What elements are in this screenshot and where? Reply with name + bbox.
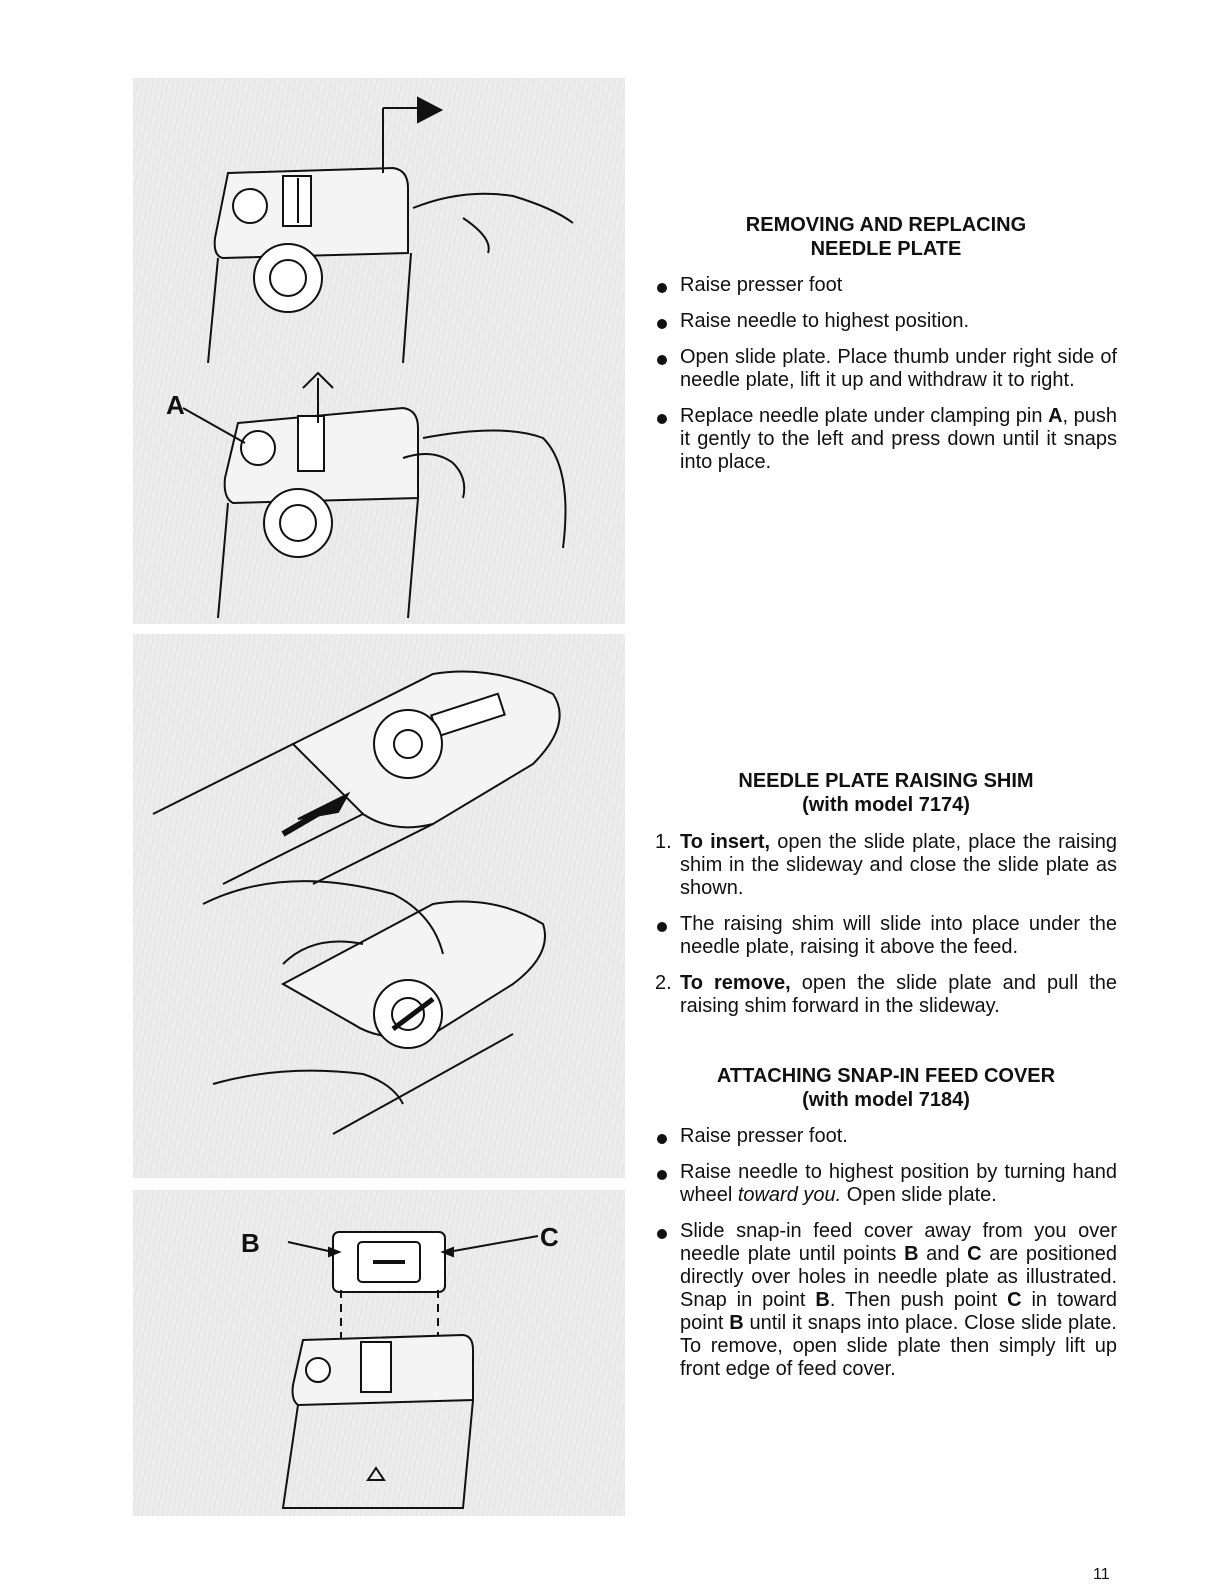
list-item: Raise needle to highest position.	[655, 310, 1117, 333]
section2-steps	[655, 831, 1117, 1018]
list-item: Slide snap-in feed cover away from you over needle plate until points B and C are positioned directly over holes in needle plate as illustrated. Snap in point B. Then push point C in toward point B until it snaps into place. Close slide plate. To remove, open slide plate then simply lift up front edge of feed cover.	[655, 1220, 1117, 1381]
label-b: B	[241, 1228, 260, 1258]
raising-shim-drawing	[133, 634, 625, 1178]
page-number: 11	[1093, 1566, 1110, 1583]
section-raising-shim	[655, 769, 1117, 1018]
label-a: A	[166, 390, 185, 420]
label-c: C	[540, 1222, 559, 1252]
illustration-needle-plate	[133, 78, 625, 624]
list-item: The raising shim will slide into place under the needle plate, raising it above the feed.	[655, 913, 1117, 959]
list-item: 1. To insert, open the slide plate, place the raising shim in the slideway and close the slide plate as shown.	[655, 831, 1118, 899]
list-item: Raise presser foot.	[655, 1125, 1117, 1148]
list-item: Replace needle plate under clamping pin A, push it gently to the left and press down until it snaps into place.	[655, 405, 1117, 474]
needle-plate-drawing	[133, 78, 625, 624]
section3-title: ATTACHING SNAP-IN FEED COVER (with model 7184)	[716, 1065, 1056, 1111]
list-item: 2. To remove, open the slide plate and pull the raising shim forward in the slideway.	[655, 972, 1117, 1017]
section2-title: NEEDLE PLATE RAISING SHIM (with model 7174)	[738, 770, 1034, 816]
list-item: Raise presser foot	[655, 274, 1117, 297]
section-snap-in-feed-cover	[655, 1064, 1117, 1381]
section1-bullet-list	[655, 274, 1117, 474]
list-item: Open slide plate. Place thumb under right side of needle plate, lift it up and withdraw it to right.	[655, 346, 1117, 392]
section1-title: REMOVING AND REPLACING NEEDLE PLATE	[745, 214, 1027, 260]
section3-bullet-list	[655, 1125, 1117, 1381]
illustration-raising-shim	[133, 634, 625, 1178]
list-item: Raise needle to highest position by turning hand wheel toward you. Open slide plate.	[655, 1161, 1117, 1207]
section-removing-needle-plate	[655, 213, 1117, 474]
